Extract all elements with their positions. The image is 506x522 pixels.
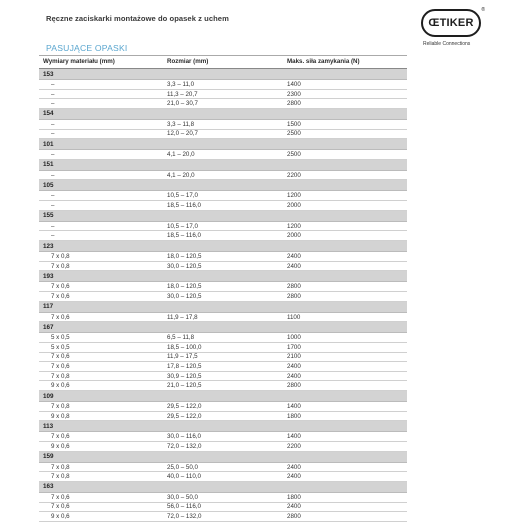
group-row bbox=[39, 211, 407, 222]
cell-force: 2400 bbox=[287, 262, 301, 270]
cell-material: 7 x 0,8 bbox=[51, 262, 70, 270]
cell-force: 2400 bbox=[287, 503, 301, 511]
cell-force: 2400 bbox=[287, 372, 301, 380]
table-row bbox=[39, 90, 407, 100]
table-row bbox=[39, 412, 407, 422]
page-title: Ręczne zaciskarki montażowe do opasek z uchem bbox=[46, 14, 229, 23]
cell-material: – bbox=[51, 222, 55, 230]
cell-force: 2200 bbox=[287, 171, 301, 179]
cell-size: 3,3 – 11,8 bbox=[167, 120, 195, 128]
group-id: 113 bbox=[43, 422, 54, 430]
cell-force: 1800 bbox=[287, 412, 301, 420]
table-row bbox=[39, 472, 407, 482]
cell-material: 5 x 0,5 bbox=[51, 343, 70, 351]
table-row bbox=[39, 201, 407, 211]
group-row bbox=[39, 421, 407, 432]
table-row bbox=[39, 222, 407, 232]
table-row bbox=[39, 362, 407, 372]
cell-material: – bbox=[51, 120, 55, 128]
cell-size: 11,9 – 17,8 bbox=[167, 313, 198, 321]
group-id: 193 bbox=[43, 272, 54, 280]
cell-material: – bbox=[51, 202, 55, 210]
table-row bbox=[39, 432, 407, 442]
cell-size: 18,5 – 116,0 bbox=[167, 202, 201, 210]
cell-force: 1400 bbox=[287, 433, 301, 441]
group-row bbox=[39, 139, 407, 150]
cell-size: 30,0 – 120,5 bbox=[167, 262, 202, 270]
cell-force: 2400 bbox=[287, 463, 301, 471]
cell-material: 5 x 0,5 bbox=[51, 334, 70, 342]
cell-material: – bbox=[51, 80, 55, 88]
logo-tagline: Reliable Connections bbox=[423, 41, 471, 47]
cell-size: 30,9 – 120,5 bbox=[167, 372, 202, 380]
cell-material: 9 x 0,6 bbox=[51, 513, 70, 521]
group-row bbox=[39, 391, 407, 402]
cell-material: – bbox=[51, 192, 55, 200]
cell-material: 7 x 0,6 bbox=[51, 493, 70, 501]
group-row bbox=[39, 271, 407, 282]
table-row bbox=[39, 343, 407, 353]
cell-force: 1400 bbox=[287, 402, 301, 410]
cell-size: 3,3 – 11,0 bbox=[167, 80, 195, 88]
clamps-table bbox=[39, 55, 407, 522]
cell-material: 7 x 0,6 bbox=[51, 292, 70, 300]
table-row bbox=[39, 231, 407, 241]
cell-size: 30,0 – 120,5 bbox=[167, 292, 202, 300]
group-row bbox=[39, 452, 407, 463]
cell-size: 21,0 – 30,7 bbox=[167, 100, 198, 108]
cell-material: 7 x 0,6 bbox=[51, 433, 70, 441]
brand-logo bbox=[421, 9, 483, 51]
table-row bbox=[39, 333, 407, 343]
group-id: 153 bbox=[43, 70, 54, 78]
cell-material: – bbox=[51, 130, 55, 138]
cell-force: 1000 bbox=[287, 334, 301, 342]
table-row bbox=[39, 503, 407, 513]
group-id: 117 bbox=[43, 303, 54, 311]
cell-material: 7 x 0,6 bbox=[51, 363, 70, 371]
cell-material: 7 x 0,6 bbox=[51, 313, 70, 321]
cell-force: 1800 bbox=[287, 493, 301, 501]
cell-size: 72,0 – 132,0 bbox=[167, 442, 202, 450]
cell-size: 40,0 – 110,0 bbox=[167, 473, 201, 481]
table-body bbox=[39, 69, 407, 522]
table-row bbox=[39, 171, 407, 181]
cell-material: 7 x 0,6 bbox=[51, 283, 70, 291]
table-row bbox=[39, 442, 407, 452]
header-size: Rozmiar (mm) bbox=[167, 58, 209, 65]
cell-force: 2800 bbox=[287, 513, 301, 521]
cell-material: – bbox=[51, 232, 55, 240]
cell-size: 29,5 – 122,0 bbox=[167, 402, 202, 410]
cell-material: 7 x 0,8 bbox=[51, 402, 70, 410]
group-id: 154 bbox=[43, 110, 54, 118]
cell-force: 1100 bbox=[287, 313, 301, 321]
table-row bbox=[39, 381, 407, 391]
cell-force: 2800 bbox=[287, 283, 301, 291]
table-row bbox=[39, 402, 407, 412]
cell-size: 18,0 – 120,5 bbox=[167, 252, 202, 260]
cell-material: 9 x 0,6 bbox=[51, 382, 70, 390]
table-row bbox=[39, 150, 407, 160]
cell-size: 17,8 – 120,5 bbox=[167, 363, 202, 371]
group-row bbox=[39, 69, 407, 80]
group-id: 159 bbox=[43, 453, 54, 461]
table-row bbox=[39, 120, 407, 130]
cell-size: 12,0 – 20,7 bbox=[167, 130, 198, 138]
group-row bbox=[39, 160, 407, 171]
cell-size: 56,0 – 116,0 bbox=[167, 503, 201, 511]
cell-force: 2000 bbox=[287, 202, 301, 210]
table-header bbox=[39, 55, 407, 69]
cell-size: 11,9 – 17,5 bbox=[167, 353, 198, 361]
cell-force: 2500 bbox=[287, 151, 301, 159]
header-material: Wymiary materiału (mm) bbox=[43, 58, 115, 65]
cell-material: 7 x 0,8 bbox=[51, 473, 70, 481]
cell-size: 11,3 – 20,7 bbox=[167, 90, 198, 98]
cell-force: 1700 bbox=[287, 343, 301, 351]
group-id: 109 bbox=[43, 392, 54, 400]
group-row bbox=[39, 109, 407, 120]
cell-size: 72,0 – 132,0 bbox=[167, 513, 202, 521]
registered-mark: ® bbox=[481, 7, 485, 13]
cell-material: – bbox=[51, 100, 55, 108]
group-id: 151 bbox=[43, 161, 54, 169]
cell-material: 7 x 0,8 bbox=[51, 252, 70, 260]
table-row bbox=[39, 262, 407, 272]
cell-size: 18,0 – 120,5 bbox=[167, 283, 202, 291]
cell-material: 7 x 0,6 bbox=[51, 353, 70, 361]
table-row bbox=[39, 493, 407, 503]
cell-material: 7 x 0,6 bbox=[51, 503, 70, 511]
cell-force: 2400 bbox=[287, 363, 301, 371]
cell-material: – bbox=[51, 90, 55, 98]
header-force: Maks. siła zamykania (N) bbox=[287, 58, 360, 65]
cell-size: 21,0 – 120,5 bbox=[167, 382, 202, 390]
group-row bbox=[39, 180, 407, 191]
cell-size: 30,0 – 116,0 bbox=[167, 433, 201, 441]
cell-force: 2800 bbox=[287, 100, 301, 108]
cell-size: 10,5 – 17,0 bbox=[167, 222, 198, 230]
group-id: 167 bbox=[43, 323, 54, 331]
table-row bbox=[39, 463, 407, 473]
cell-force: 2400 bbox=[287, 473, 301, 481]
cell-size: 18,5 – 116,0 bbox=[167, 232, 201, 240]
table-row bbox=[39, 252, 407, 262]
cell-force: 2200 bbox=[287, 442, 301, 450]
cell-force: 2000 bbox=[287, 232, 301, 240]
group-row bbox=[39, 302, 407, 313]
table-row bbox=[39, 512, 407, 522]
cell-material: – bbox=[51, 151, 55, 159]
table-row bbox=[39, 99, 407, 109]
cell-force: 1200 bbox=[287, 192, 301, 200]
cell-force: 2300 bbox=[287, 90, 301, 98]
table-row bbox=[39, 282, 407, 292]
cell-force: 1500 bbox=[287, 120, 301, 128]
cell-force: 1200 bbox=[287, 222, 301, 230]
group-id: 123 bbox=[43, 242, 54, 250]
group-row bbox=[39, 241, 407, 252]
group-id: 163 bbox=[43, 483, 54, 491]
cell-force: 1400 bbox=[287, 80, 301, 88]
group-row bbox=[39, 482, 407, 493]
logo-text: ŒTIKER bbox=[428, 17, 474, 29]
cell-size: 6,5 – 11,8 bbox=[167, 334, 195, 342]
table-row bbox=[39, 80, 407, 90]
table-row bbox=[39, 130, 407, 140]
table-row bbox=[39, 313, 407, 323]
cell-material: 9 x 0,6 bbox=[51, 442, 70, 450]
cell-force: 2400 bbox=[287, 252, 301, 260]
cell-force: 2800 bbox=[287, 382, 301, 390]
group-id: 105 bbox=[43, 181, 54, 189]
cell-force: 2100 bbox=[287, 353, 301, 361]
cell-size: 18,5 – 100,0 bbox=[167, 343, 202, 351]
group-id: 101 bbox=[43, 140, 54, 148]
cell-size: 30,0 – 50,0 bbox=[167, 493, 198, 501]
cell-size: 4,1 – 20,0 bbox=[167, 171, 195, 179]
cell-material: 7 x 0,8 bbox=[51, 463, 70, 471]
table-row bbox=[39, 292, 407, 302]
cell-material: 9 x 0,8 bbox=[51, 412, 70, 420]
cell-force: 2500 bbox=[287, 130, 301, 138]
logo-badge bbox=[421, 9, 481, 37]
section-title: PASUJĄCE OPASKI bbox=[46, 43, 128, 53]
cell-force: 2800 bbox=[287, 292, 301, 300]
table-row bbox=[39, 372, 407, 382]
cell-size: 4,1 – 20,0 bbox=[167, 151, 195, 159]
cell-size: 10,5 – 17,0 bbox=[167, 192, 198, 200]
group-row bbox=[39, 322, 407, 333]
group-id: 155 bbox=[43, 212, 54, 220]
cell-material: – bbox=[51, 171, 55, 179]
table-row bbox=[39, 191, 407, 201]
table-row bbox=[39, 353, 407, 363]
cell-material: 7 x 0,8 bbox=[51, 372, 70, 380]
cell-size: 29,5 – 122,0 bbox=[167, 412, 202, 420]
cell-size: 25,0 – 50,0 bbox=[167, 463, 198, 471]
